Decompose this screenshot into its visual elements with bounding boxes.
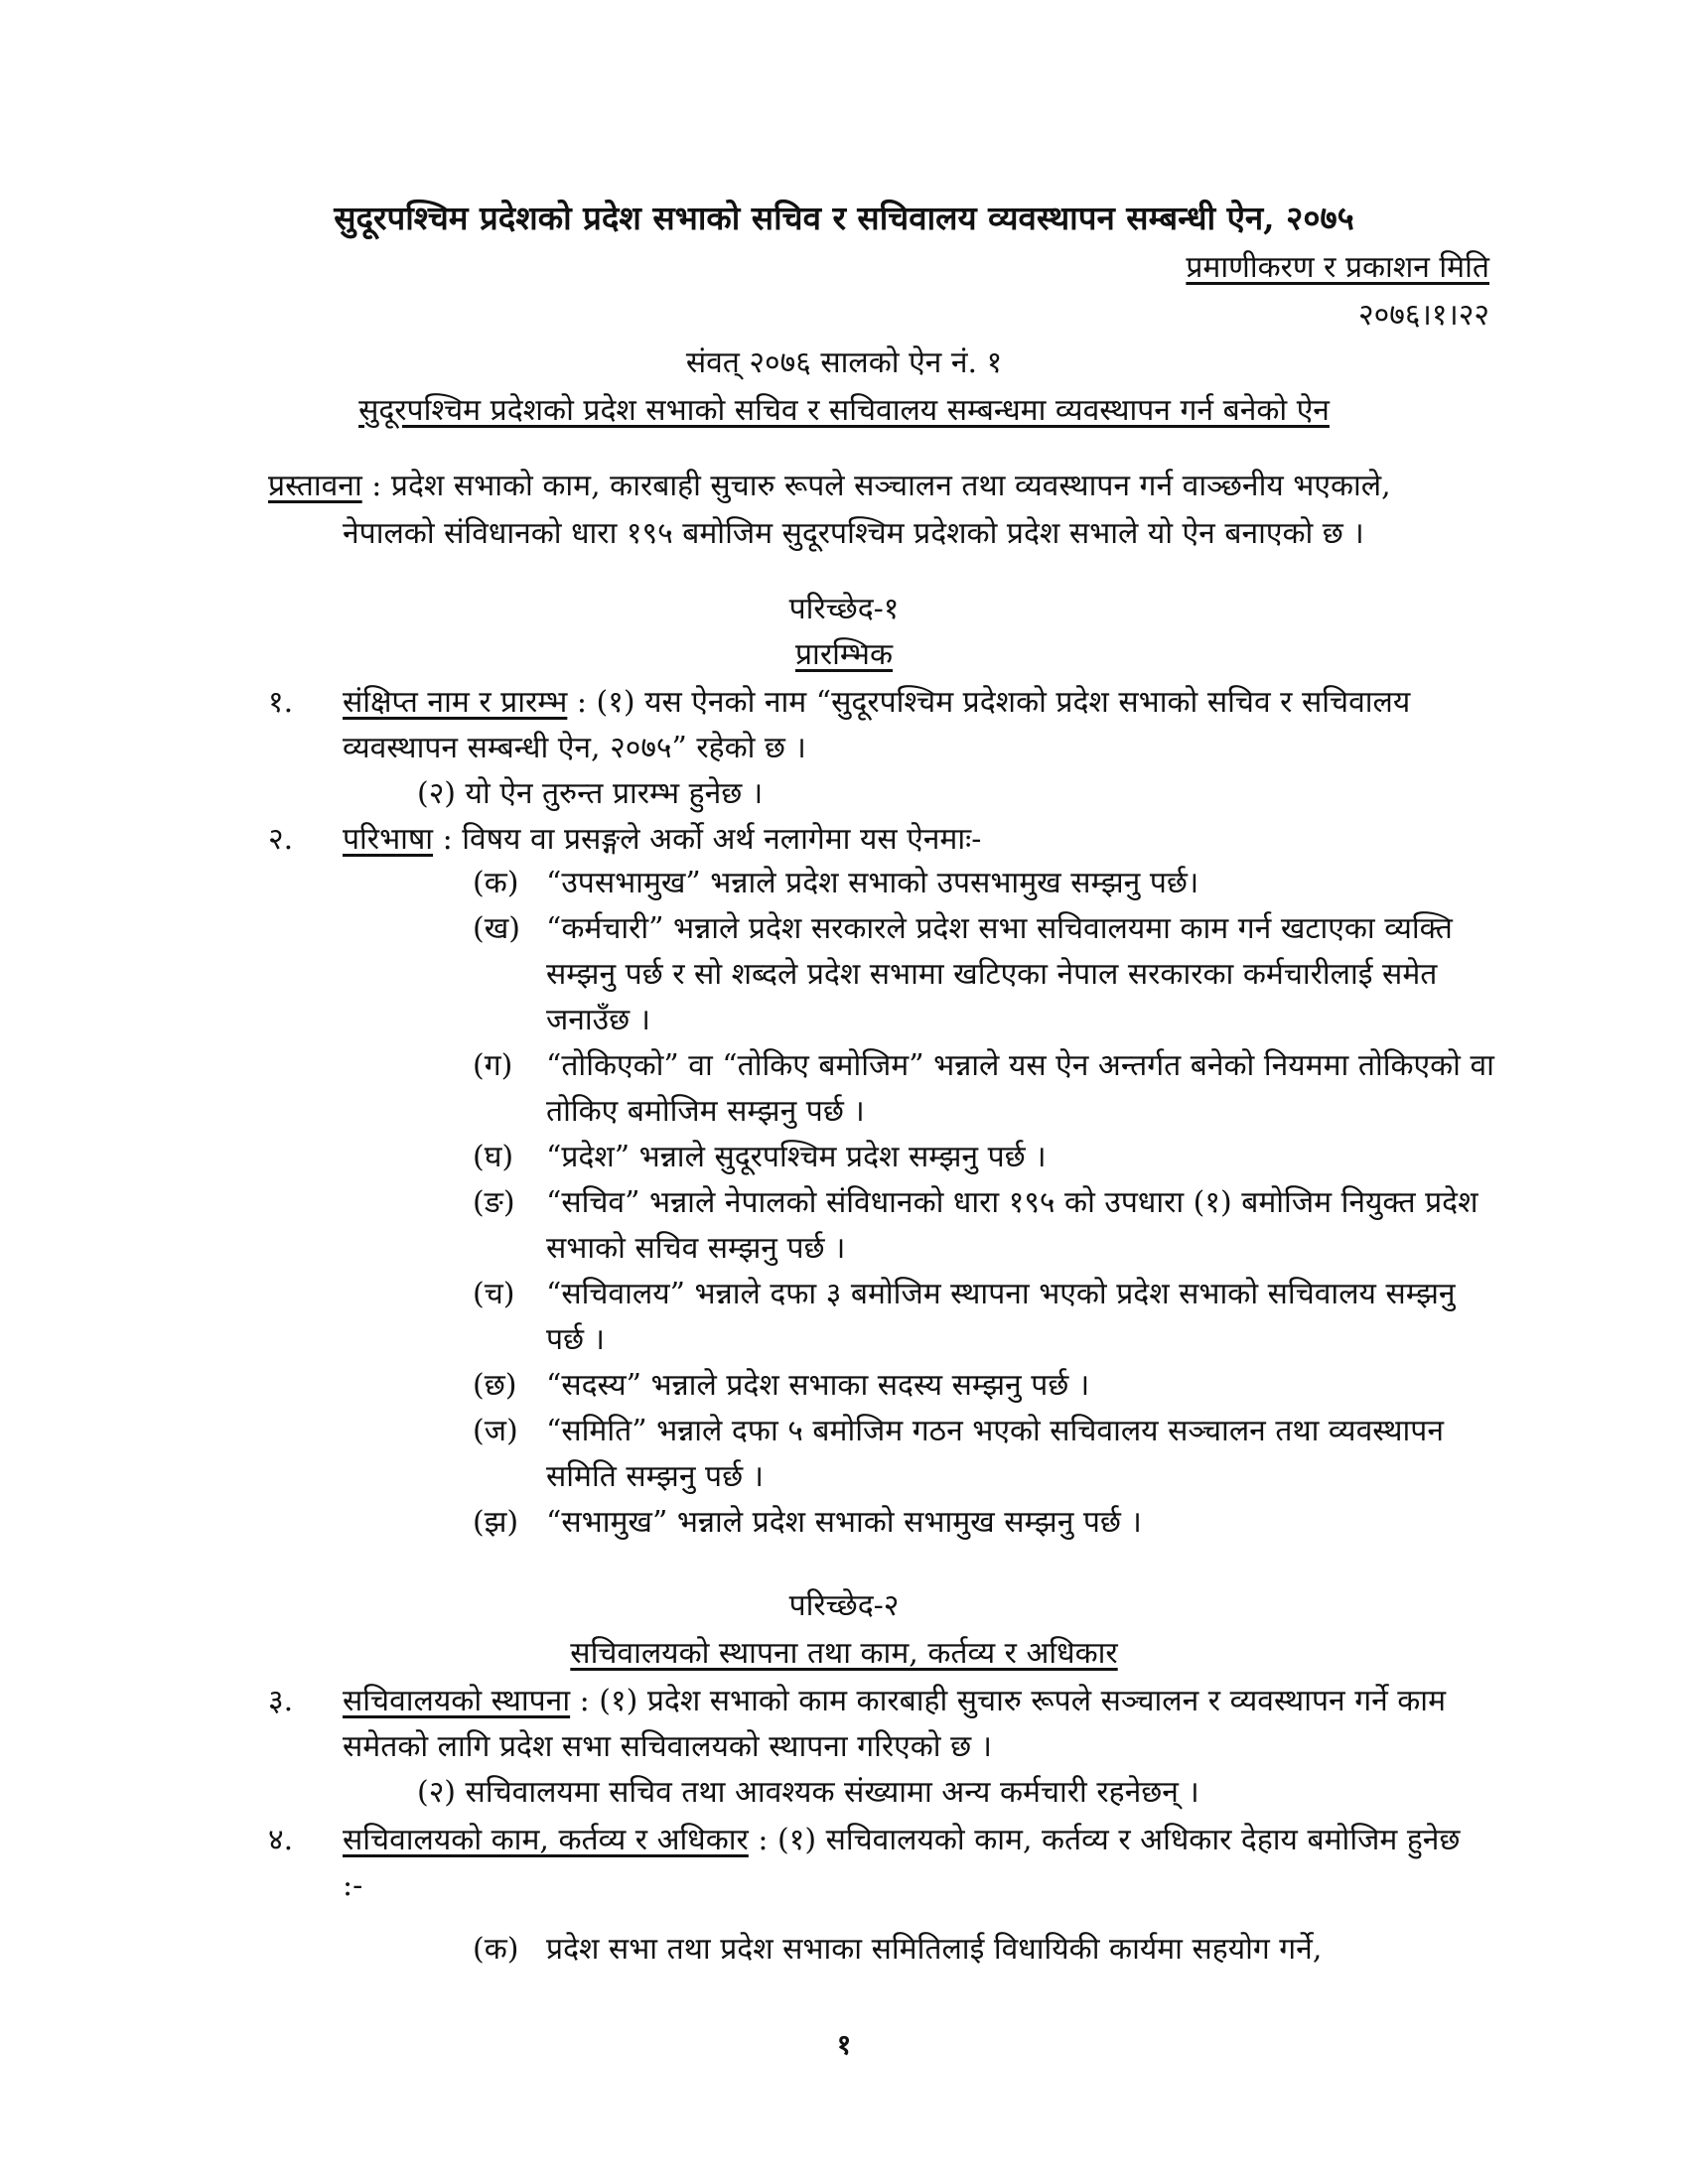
section-number: ३. (268, 1684, 294, 1718)
section-heading: परिभाषा (343, 822, 434, 857)
definition-marker: (ज) (473, 1414, 518, 1448)
preamble (268, 467, 1391, 506)
chapter-title: प्रारम्भिक (794, 637, 893, 672)
section-text: : विषय वा प्रसङ्गले अर्को अर्थ नलागेमा यस ऐनमाः- (442, 822, 982, 857)
chapter-heading: परिच्छेद-१ (788, 592, 900, 626)
definition-marker: (क) (473, 866, 519, 900)
definition-marker: (ग) (473, 1048, 513, 1083)
section-4 (343, 1821, 1460, 1860)
chapter-heading: परिच्छेद-२ (788, 1588, 900, 1623)
definition-marker: (ख) (473, 911, 520, 946)
definition-marker: (घ) (473, 1140, 514, 1174)
preamble-continuation: नेपालको संविधानको धारा १९५ बमोजिम सुदूरपश्चिम प्रदेशको प्रदेश सभाले यो ऐन बनाएको छ । (343, 516, 1364, 551)
item-marker: (क) (473, 1932, 519, 1967)
definition-text: “सचिव” भन्नाले नेपालको संविधानको धारा १९५ को उपधारा (१) बमोजिम नियुक्त प्रदेश (546, 1185, 1478, 1220)
definition-text-continuation: समिति सम्झनु पर्छ । (546, 1459, 765, 1494)
preamble-label: प्रस्तावना (268, 469, 362, 503)
document-title: सुदूरपश्चिम प्रदेशको प्रदेश सभाको सचिव र सचिवालय व्यवस्थापन सम्बन्धी ऐन, २०७५ (334, 199, 1354, 237)
subsection-text: (२) सचिवालयमा सचिव तथा आवश्यक संख्यामा अन्य कर्मचारी रहनेछन् । (417, 1775, 1199, 1810)
section-text-continuation: व्यवस्थापन सम्बन्धी ऐन, २०७५” रहेको छ । (343, 731, 806, 765)
section-heading: संक्षिप्त नाम र प्रारम्भ (343, 685, 568, 720)
item-text: प्रदेश सभा तथा प्रदेश सभाका समितिलाई विधायिकी कार्यमा सहयोग गर्ने, (546, 1932, 1323, 1967)
section-heading: सचिवालयको स्थापना (343, 1684, 571, 1718)
section-text-continuation: समेतको लागि प्रदेश सभा सचिवालयको स्थापना गरिएको छ । (343, 1729, 993, 1764)
definition-marker: (झ) (473, 1505, 519, 1540)
section-2 (343, 820, 981, 860)
section-heading: सचिवालयको काम, कर्तव्य र अधिकार (343, 1823, 749, 1857)
definition-marker: (ङ) (473, 1185, 515, 1220)
authentication-label: प्रमाणीकरण र प्रकाशन मिति (1186, 250, 1489, 285)
section-number: १. (268, 685, 294, 720)
definition-text: “समिति” भन्नाले दफा ५ बमोजिम गठन भएको सचिवालय सञ्चालन तथा व्यवस्थापन (546, 1414, 1444, 1448)
definition-text: “सदस्य” भन्नाले प्रदेश सभाका सदस्य सम्झनु पर्छ । (546, 1368, 1090, 1403)
subsection-text: (२) यो ऐन तुरुन्त प्रारम्भ हुनेछ । (417, 776, 764, 811)
document-subtitle: सुदूरपश्चिम प्रदेशको प्रदेश सभाको सचिव र सचिवालय सम्बन्धमा व्यवस्थापन गर्न बनेको ऐन (358, 393, 1330, 428)
section-1 (343, 683, 1410, 723)
definition-text: “प्रदेश” भन्नाले सुदूरपश्चिम प्रदेश सम्झनु पर्छ । (546, 1140, 1047, 1174)
definition-text-continuation: तोकिए बमोजिम सम्झनु पर्छ । (546, 1094, 865, 1129)
definition-marker: (छ) (473, 1368, 517, 1403)
section-text: : (१) सचिवालयको काम, कर्तव्य र अधिकार देहाय बमोजिम हुनेछ (758, 1823, 1461, 1857)
section-3 (343, 1682, 1446, 1721)
section-number: २. (268, 822, 294, 857)
chapter-title: सचिवालयको स्थापना तथा काम, कर्तव्य र अधिकार (570, 1636, 1118, 1671)
definition-text-continuation: सभाको सचिव सम्झनु पर्छ । (546, 1231, 846, 1266)
definition-text: “सचिवालय” भन्नाले दफा ३ बमोजिम स्थापना भएको प्रदेश सभाको सचिवालय सम्झनु (546, 1277, 1456, 1311)
definition-text-continuation: पर्छ । (546, 1322, 605, 1357)
definition-text: “कर्मचारी” भन्नाले प्रदेश सरकारले प्रदेश सभा सचिवालयमा काम गर्न खटाएका व्यक्ति (546, 911, 1453, 946)
definition-text-continuation: जनाउँछ । (546, 1003, 651, 1037)
preamble-text: : प्रदेश सभाको काम, कारबाही सुचारु रूपले सञ्चालन तथा व्यवस्थापन गर्न वाञ्छनीय भएकाले, (371, 469, 1391, 503)
authentication-date: २०७६।१।२२ (1358, 298, 1489, 333)
definition-text: “तोकिएको” वा “तोकिए बमोजिम” भन्नाले यस ऐन अन्तर्गत बनेको नियममा तोकिएको वा (546, 1048, 1494, 1083)
section-text: : (१) प्रदेश सभाको काम कारबाही सुचारु रूपले सञ्चालन र व्यवस्थापन गर्ने काम (579, 1684, 1447, 1718)
section-number: ४. (268, 1823, 294, 1857)
definition-text: “उपसभामुख” भन्नाले प्रदेश सभाको उपसभामुख सम्झनु पर्छ। (546, 866, 1199, 900)
act-number: संवत् २०७६ सालको ऐन नं. १ (685, 345, 1003, 380)
section-text-continuation: :- (343, 1868, 363, 1903)
section-text: : (१) यस ऐनको नाम “सुदूरपश्चिम प्रदेशको प्रदेश सभाको सचिव र सचिवालय (576, 685, 1411, 720)
definition-text-continuation: सम्झनु पर्छ र सो शब्दले प्रदेश सभामा खटिएका नेपाल सरकारका कर्मचारीलाई समेत (546, 957, 1438, 992)
page-number: १ (836, 2028, 852, 2061)
definition-marker: (च) (473, 1277, 515, 1311)
definition-text: “सभामुख” भन्नाले प्रदेश सभाको सभामुख सम्झनु पर्छ । (546, 1505, 1142, 1540)
